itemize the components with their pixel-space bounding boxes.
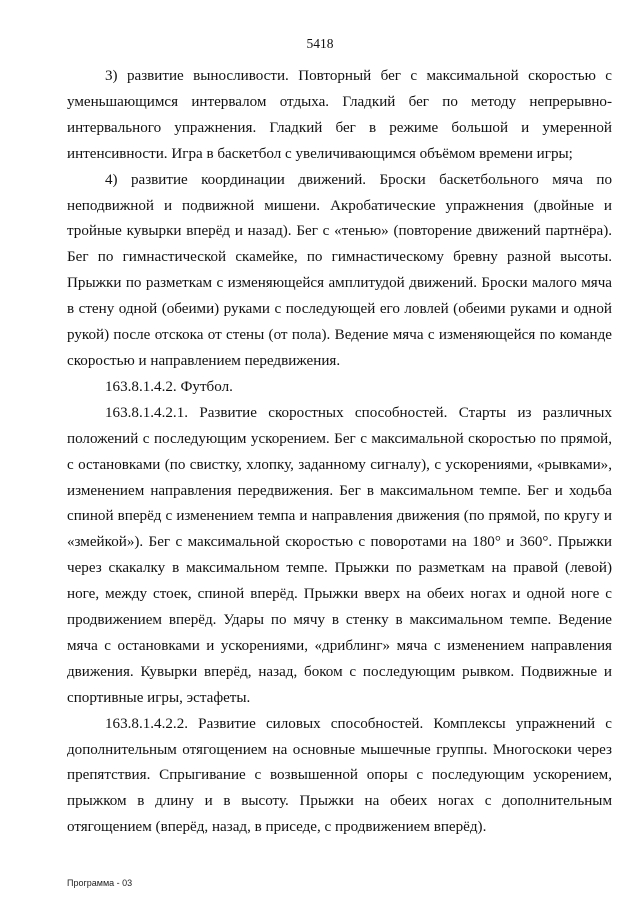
section-heading-football: 163.8.1.4.2. Футбол.	[105, 378, 233, 395]
paragraph-strength-abilities: 163.8.1.4.2.2. Развитие силовых способностей. Комплексы упражнений с дополнительным отягощением на основные мышечные группы. Многоскоки через препятствия. Спрыгивание с возвышенной опоры с последующим ускорением, прыжком в длину и в высоту. Прыжки на обеих ногах с дополнительным отягощением (вперёд, назад, в приседе, с продвижением вперёд).	[67, 715, 612, 836]
page-number: 5418	[306, 36, 334, 51]
paragraph-speed-abilities: 163.8.1.4.2.1. Развитие скоростных способностей. Старты из различных положений с последующим ускорением. Бег с максимальной скоростью по прямой, с остановками (по свистку, хлопку, заданному сигналу), с ускорениями, «рывками», изменением направления передвижения. Бег в максимальном темпе. Бег и ходьба спиной вперёд с изменением темпа и направления движения (по прямой, по кругу и «змейкой»). Бег с максимальной скоростью с поворотами на 180° и 360°. Прыжки через скакалку в максимальном темпе. Прыжки по разметкам на правой (левой) ноге, между стоек, спиной вперёд. Прыжки вверх на обеих ногах и одной ноге с продвижением вперёд. Удары по мячу в стенку в максимальном темпе. Ведение мяча с остановками и ускорениями, «дриблинг» мяча с изменением направления движения. Кувырки вперёд, назад, боком с последующим рывком. Подвижные и спортивные игры, эстафеты.	[67, 404, 612, 706]
footer-label: Программа - 03	[67, 878, 133, 888]
paragraph-endurance: 3) развитие выносливости. Повторный бег с максимальной скоростью с уменьшающимся интервалом отдыха. Гладкий бег по методу непрерывно-интервального упражнения. Гладкий бег в режиме большой и умеренной интенсивности. Игра в баскетбол с увеличивающимся объёмом времени игры;	[67, 68, 612, 162]
document-body	[67, 64, 612, 841]
paragraph-coordination: 4) развитие координации движений. Броски баскетбольного мяча по неподвижной и подвижной мишени. Акробатические упражнения (двойные и тройные кувырки вперёд и назад). Бег с «тенью» (повторение движений партнёра). Бег по гимнастической скамейке, по гимнастическому бревну разной высоты. Прыжки по разметкам с изменяющейся амплитудой движений. Броски малого мяча в стену одной (обеими) руками с последующей его ловлей (обеими руками и одной рукой) после отскока от стены (от пола). Ведение мяча с изменяющейся по команде скоростью и направлением передвижения.	[67, 171, 612, 369]
